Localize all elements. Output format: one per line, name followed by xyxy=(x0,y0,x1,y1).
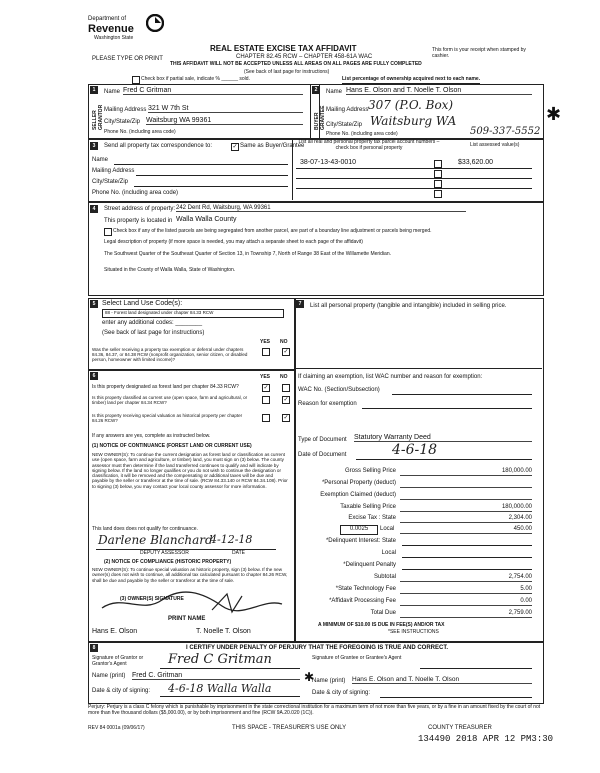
land-use-value: 88 - Forest land designated under chapter 84.33 RCW xyxy=(105,310,214,315)
local-value: 450.00 xyxy=(400,526,532,534)
street-address: 242 Dent Rd, Waitsburg, WA 99361 xyxy=(176,205,466,212)
assessed-header: List assessed value(s) xyxy=(470,142,520,148)
legal-label: Legal description of property (if more space is needed, you may attach a separate sheet to each page of the affidavit) xyxy=(104,239,363,245)
doc-date-label: Date of Document xyxy=(298,452,347,458)
buyer-city-label: City/State/Zip xyxy=(326,122,363,128)
asterisk-mark-2-icon: ✱ xyxy=(304,670,315,684)
s6-yes: YES xyxy=(260,374,271,380)
personal-property-checkbox-3[interactable] xyxy=(434,180,442,188)
s3-city-label: City/State/Zip xyxy=(92,179,129,185)
this-land-qualifies: This land does does not qualify for continuance. xyxy=(92,526,198,532)
s3-phone-label: Phone No. (including area code) xyxy=(92,190,179,196)
grantor-date-label: Date & city of signing: xyxy=(92,688,151,694)
s5-see-back: (See back of last page for instructions) xyxy=(102,330,205,336)
forest-yes-checkbox[interactable]: ✓ xyxy=(263,385,269,391)
exemption-yes-checkbox[interactable] xyxy=(262,348,270,356)
tax-value-gross: 180,000.00 xyxy=(400,468,532,476)
tech-fee-value: 5.00 xyxy=(400,586,532,594)
grantor-date: 4-6-18 Walla Walla xyxy=(168,682,272,695)
section-6-number: 6 xyxy=(90,372,98,380)
personal-property-checkbox-4[interactable] xyxy=(434,190,442,198)
revenue-logo-icon xyxy=(146,14,164,32)
affidavit-fee-value: 0.00 xyxy=(400,598,532,606)
section-1-number: 1 xyxy=(90,86,98,94)
historic-no-checkbox[interactable]: ✓ xyxy=(283,415,289,421)
buyer-city[interactable]: Waitsburg WA xyxy=(370,114,457,128)
print-name-2: T. Noelle T. Olson xyxy=(196,628,251,635)
dept-line2: Revenue xyxy=(88,23,134,35)
located-label: This property is located in xyxy=(104,218,173,224)
send-correspondence-label: Send all property tax correspondence to: xyxy=(104,143,213,149)
forest-no-checkbox[interactable] xyxy=(282,384,290,392)
see-instructions: *SEE INSTRUCTIONS xyxy=(388,629,439,635)
doc-type-label: Type of Document xyxy=(298,437,347,443)
grantee-name: Hans E. Olson and T. Noelle T. Olson xyxy=(352,676,532,684)
same-as-buyer-label: Same as Buyer/Grantee xyxy=(240,143,305,149)
partial-sale-checkbox[interactable] xyxy=(132,76,140,84)
local-label: Local xyxy=(380,526,395,532)
grantor-name-label: Name (print) xyxy=(92,673,126,679)
historic-question: Is this property receiving special valuation as historical property per chapter 84.26 RCW? xyxy=(92,413,243,424)
total-due-label: Total Due xyxy=(370,610,396,616)
assessed-value: $33,620.00 xyxy=(458,159,494,166)
owner-signature-scribble xyxy=(92,590,292,616)
street-label: Street address of property: xyxy=(104,206,176,212)
segregated-label: Check box if any of the listed parcels are being segregated from another parcel, are part of a boundary line adjustment or parcels being merged. xyxy=(113,228,432,234)
tech-fee-label: *State Technology Fee xyxy=(335,586,396,592)
form-chapter: CHAPTER 82.45 RCW – CHAPTER 458-61A WAC xyxy=(236,54,373,60)
buyer-side-label: BUYER GRANTEE xyxy=(314,105,326,130)
if-yes-note: If any answers are yes, complete as instructed below. xyxy=(92,433,211,439)
personal-property-note: List all personal property (tangible and intangible) included in selling price. xyxy=(310,303,507,309)
please-type: PLEASE TYPE OR PRINT xyxy=(92,56,163,62)
assessor-signature: Darlene Blanchard xyxy=(98,533,213,547)
current-use-question: Is this property classified as current use (open space, farm and agricultural, or timber) land per chapter 84.34 RCW? xyxy=(92,395,248,406)
exemption-no-checkbox[interactable]: ✓ xyxy=(283,349,289,355)
tax-label-gross: Gross Selling Price xyxy=(344,468,396,474)
wac-label: WAC No. (Section/Subsection) xyxy=(298,387,380,393)
wac-intro: If claiming an exemption, list WAC number and reason for exemption: xyxy=(298,374,483,380)
print-name-label: PRINT NAME xyxy=(168,616,206,622)
buyer-phone-label: Phone No. (including area code) xyxy=(326,131,398,137)
notice2-title: (2) NOTICE OF COMPLIANCE (HISTORIC PROPERTY) xyxy=(104,559,232,565)
delinquent-state-label: *Delinquent Interest: State xyxy=(325,538,396,544)
s5-no: NO xyxy=(280,339,288,345)
tax-label-personal: *Personal Property (deduct) xyxy=(321,480,396,486)
buyer-name[interactable]: Hans E. Olson and T. Noelle T. Olson xyxy=(346,87,532,95)
county: Walla Walla County xyxy=(176,216,237,223)
notice1-title: (1) NOTICE OF CONTINUANCE (FOREST LAND OR CURRENT USE) xyxy=(92,443,252,449)
grantor-sig-label: Signature of Grantor or Grantor's Agent xyxy=(92,655,144,667)
print-name-1: Hans E. Olson xyxy=(92,628,138,635)
s5-yes: YES xyxy=(260,339,271,345)
owner-signature-label: (3) OWNER(S) SIGNATURE xyxy=(120,596,184,602)
section-5-number: 5 xyxy=(90,300,98,308)
rev-number: REV 84 0001a (09/06/17) xyxy=(88,725,145,731)
deputy-assessor-label: DEPUTY ASSESSOR xyxy=(140,550,189,556)
buyer-name-label: Name xyxy=(326,89,343,95)
tax-value-taxable: 180,000.00 xyxy=(400,504,532,512)
affidavit-fee-label: *Affidavit Processing Fee xyxy=(329,598,396,604)
exemption-question: Was the seller receiving a property tax exemption or deferral under chapters 84.36, 84.37, or 84.38 RCW (nonprofit organization, senior citizen, or disabled person, homeowner with limited income)? xyxy=(92,347,248,363)
seller-city[interactable]: Waitsburg WA 99361 xyxy=(146,117,303,125)
not-accepted-notice: THIS AFFIDAVIT WILL NOT BE ACCEPTED UNLESS ALL AREAS ON ALL PAGES ARE FULLY COMPLETED xyxy=(170,61,422,67)
perjury-notice: Perjury: Perjury is a class C felony which is punishable by imprisonment in the state correctional institution for a maximum term of not more than five years, or by a fine in an amount fixed by the court of not more than five thousand dollars ($5,000.00), or by both imprisonment and fine (RCW 9A.20.020 (1C)). xyxy=(88,704,541,716)
grantor-name: Fred C. Gritman xyxy=(132,672,300,680)
land-use-select[interactable] xyxy=(102,309,284,318)
notice1-body: NEW OWNER(S): To continue the current designation as forest land or classification as current use (open space, farm and agriculture, or timber) land, you must sign on (3) below. The county assessor must then determine if the land transferred continues to qualify and will indicate by signing below. If the land no longer qualifies or you do not wish to continue the designation or classification, it will be removed and the compensating or additional taxes will be due and payable by the seller or transferor at the time of sale. (RCW 84.33.140 or RCW 84.34.108). Prior to signing (3) below, you may contact your local county assessor for more information. xyxy=(92,452,288,489)
section-4 xyxy=(88,202,544,296)
seller-side-label: SELLER GRANTOR xyxy=(92,104,104,130)
section-4-number: 4 xyxy=(90,205,98,213)
personal-property-checkbox-2[interactable] xyxy=(434,170,442,178)
s3-name-label: Name xyxy=(92,157,109,163)
seller-city-label: City/State/Zip xyxy=(104,119,141,125)
seller-mailing-label: Mailing Address xyxy=(104,107,147,113)
asterisk-mark-icon: ✱ xyxy=(546,104,562,124)
section-8-number: 8 xyxy=(90,644,98,652)
see-back-note: (See back of last page for instructions) xyxy=(244,69,330,75)
reason-label: Reason for exemption xyxy=(298,401,357,407)
treasurer-space: THIS SPACE - TREASURER'S USE ONLY xyxy=(232,725,347,731)
buyer-mailing-label: Mailing Address xyxy=(326,107,369,113)
seller-mailing[interactable]: 321 W 7th St xyxy=(148,105,303,113)
section-7-number: 7 xyxy=(296,300,304,308)
grantee-date-label: Date & city of signing: xyxy=(312,690,371,696)
grantor-signature: Fred C Gritman xyxy=(168,652,272,667)
tax-label-taxable: Taxable Selling Price xyxy=(340,504,396,510)
seller-name[interactable]: Fred C Gritman xyxy=(123,87,303,95)
subtotal-label: Subtotal xyxy=(373,574,396,580)
county-treasurer: COUNTY TREASURER xyxy=(428,725,492,731)
ownership-note: List percentage of ownership acquired next to each name. xyxy=(342,76,481,82)
dept-line3: Washington State xyxy=(94,35,134,41)
grantee-name-label: Name (print) xyxy=(312,678,346,684)
certify-statement: I CERTIFY UNDER PENALTY OF PERJURY THAT THE FOREGOING IS TRUE AND CORRECT. xyxy=(186,645,449,651)
subtotal-value: 2,754.00 xyxy=(400,574,532,582)
minimum-note: A MINIMUM OF $10.00 IS DUE IN FEE(S) AND/OR TAX xyxy=(318,622,445,628)
current-use-no-checkbox[interactable]: ✓ xyxy=(283,397,289,403)
seller-phone-label: Phone No. (including area code) xyxy=(104,129,176,135)
doc-date: 4-6-18 xyxy=(392,442,438,458)
delinquent-penalty-label: *Delinquent Penalty xyxy=(343,562,396,568)
tax-value-state: 2,304.00 xyxy=(400,515,532,523)
assessor-date-label: DATE xyxy=(232,550,245,556)
legal-line2: Situated in the County of Walla Walla, State of Washington. xyxy=(104,267,236,273)
seller-name-label: Name xyxy=(104,89,121,95)
same-as-buyer-checkbox[interactable]: ✓ xyxy=(232,144,238,150)
historic-yes-checkbox[interactable] xyxy=(262,414,270,422)
current-use-yes-checkbox[interactable] xyxy=(262,396,270,404)
additional-codes: enter any additional codes: ________ xyxy=(102,320,203,326)
doc-type: Statutory Warranty Deed xyxy=(354,434,532,442)
personal-property-checkbox-1[interactable] xyxy=(434,160,442,168)
assessor-date: 4-12-18 xyxy=(210,533,253,546)
treasurer-stamp: 134490 2018 APR 12 PM3:30 xyxy=(418,734,554,744)
tax-label-state: Excise Tax : State xyxy=(348,515,396,521)
notice2-body: NEW OWNER(S): To continue special valuation as historic property, sign (3) below. If the new owner(s) does not wish to continue, all additional tax calculated pursuant to chapter 84.26 RCW, shall be due and payable by the seller or transferor at the time of sale. xyxy=(92,567,288,583)
total-due-value: 2,759.00 xyxy=(400,610,532,618)
segregated-checkbox[interactable] xyxy=(104,228,112,236)
parcel-number: 38-07-13-43-0010 xyxy=(300,159,357,166)
delinquent-local-label: Local xyxy=(381,550,396,556)
s6-no: NO xyxy=(280,374,288,380)
section-3-number: 3 xyxy=(90,142,98,150)
parcel-header: List all real and personal property tax parcel account numbers – check box if personal property xyxy=(298,139,440,151)
local-rate: 0.0025 xyxy=(340,525,378,535)
revenue-logo xyxy=(88,14,168,48)
grantee-sig-label: Signature of Grantee or Grantee's Agent xyxy=(312,655,402,661)
tax-label-exemption: Exemption Claimed (deduct) xyxy=(320,492,396,498)
legal-line1: The Southwest Quarter of the Southeast Quarter of Section 13, in Township 7, North of Range 38 East of the Willamette Meridian. xyxy=(104,251,392,257)
receipt-note: This form is your receipt when stamped by cashier. xyxy=(432,47,526,59)
form-title: REAL ESTATE EXCISE TAX AFFIDAVIT xyxy=(210,44,357,53)
buyer-phone[interactable]: 509-337-5552 xyxy=(470,126,541,137)
partial-sale-label: Check box if partial sale, indicate % ______ sold. xyxy=(141,76,250,82)
land-use-select-label: Select Land Use Code(s): xyxy=(102,300,183,307)
dept-line1: Department of xyxy=(88,16,127,22)
forest-land-question: Is this property designated as forest land per chapter 84.33 RCW? xyxy=(92,384,239,390)
tax-value-exemption xyxy=(400,492,532,500)
buyer-mailing[interactable]: 307 (P.O. Box) xyxy=(368,98,454,112)
section-2-number: 2 xyxy=(312,86,320,94)
tax-value-personal xyxy=(400,480,532,488)
s3-mailing-label: Mailing Address xyxy=(92,168,135,174)
